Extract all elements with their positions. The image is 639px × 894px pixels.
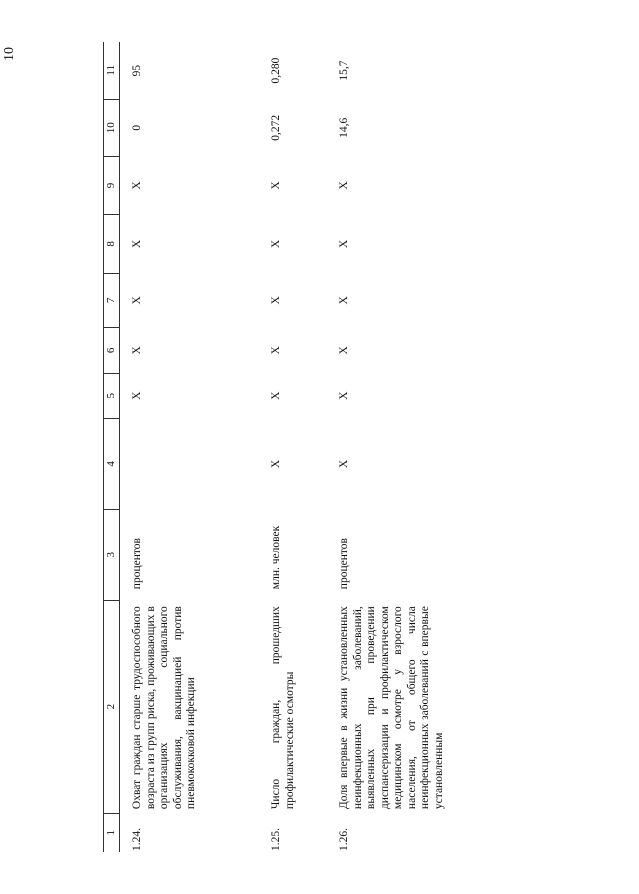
row-number: 1.26. (338, 828, 350, 851)
cell-col-10: 0,272 (270, 114, 282, 141)
cell-col-9: X (338, 181, 350, 190)
cell-col-11: 0,280 (270, 57, 282, 84)
cell-col-10: 0 (131, 124, 143, 131)
cell-col-6: X (131, 346, 143, 355)
cell-col-5: X (270, 391, 282, 400)
row-number: 1.25. (270, 828, 282, 851)
cell-col-7: X (131, 296, 143, 305)
cell-col-10: 14,6 (338, 117, 350, 138)
cell-col-7: X (270, 296, 282, 305)
col-header-10: 10 (104, 99, 120, 156)
indicator-name: Охват граждан старше трудоспособного возраста из групп риска, проживающих в организациях социального обслуживания, вакцинацией против пневмококковой инфекции (131, 606, 198, 810)
col-header-1: 1 (104, 813, 120, 852)
col-header-9: 9 (104, 156, 120, 214)
cell-col-9: X (270, 181, 282, 190)
row-number: 1.24. (131, 828, 143, 851)
table-row (120, 42, 260, 852)
col-header-7: 7 (104, 273, 120, 328)
table-row (327, 42, 568, 852)
cell-col-6: X (338, 346, 350, 355)
col-header-3: 3 (104, 509, 120, 600)
cell-col-6: X (270, 346, 282, 355)
col-header-11: 11 (104, 42, 120, 99)
col-header-6: 6 (104, 328, 120, 373)
cell-col-11: 15,7 (338, 60, 350, 81)
unit-cell: процентов (131, 538, 143, 590)
cell-col-5: X (338, 391, 350, 400)
indicator-name: Число граждан, прошедших профилактические осмотры (270, 606, 296, 810)
cell-col-9: X (131, 181, 143, 190)
cell-col-8: X (131, 239, 143, 249)
col-header-5: 5 (104, 373, 120, 418)
cell-col-4 (120, 418, 260, 509)
cell-col-11: 95 (131, 64, 143, 77)
page-number: 10 (2, 47, 17, 61)
cell-col-4: X (270, 459, 282, 469)
cell-col-5: X (131, 391, 143, 400)
column-number-row (104, 42, 120, 852)
unit-cell: процентов (338, 538, 350, 590)
cell-col-7: X (338, 296, 350, 305)
col-header-8: 8 (104, 215, 120, 273)
table-row (259, 42, 327, 852)
cell-col-4: X (338, 459, 350, 469)
cell-col-8: X (338, 239, 350, 249)
col-header-4: 4 (104, 418, 120, 509)
cell-col-8: X (270, 239, 282, 249)
unit-cell: млн. человек (270, 525, 282, 590)
indicators-table (103, 42, 568, 852)
col-header-2: 2 (104, 600, 120, 813)
indicator-name: Доля впервые в жизни установленных неинфекционных заболеваний, выявленных при проведении диспансеризации и профилактическом медицинском осмотре у взрослого населения, от общего числа неинфекционных заболеваний с впервые установленным (338, 606, 445, 810)
